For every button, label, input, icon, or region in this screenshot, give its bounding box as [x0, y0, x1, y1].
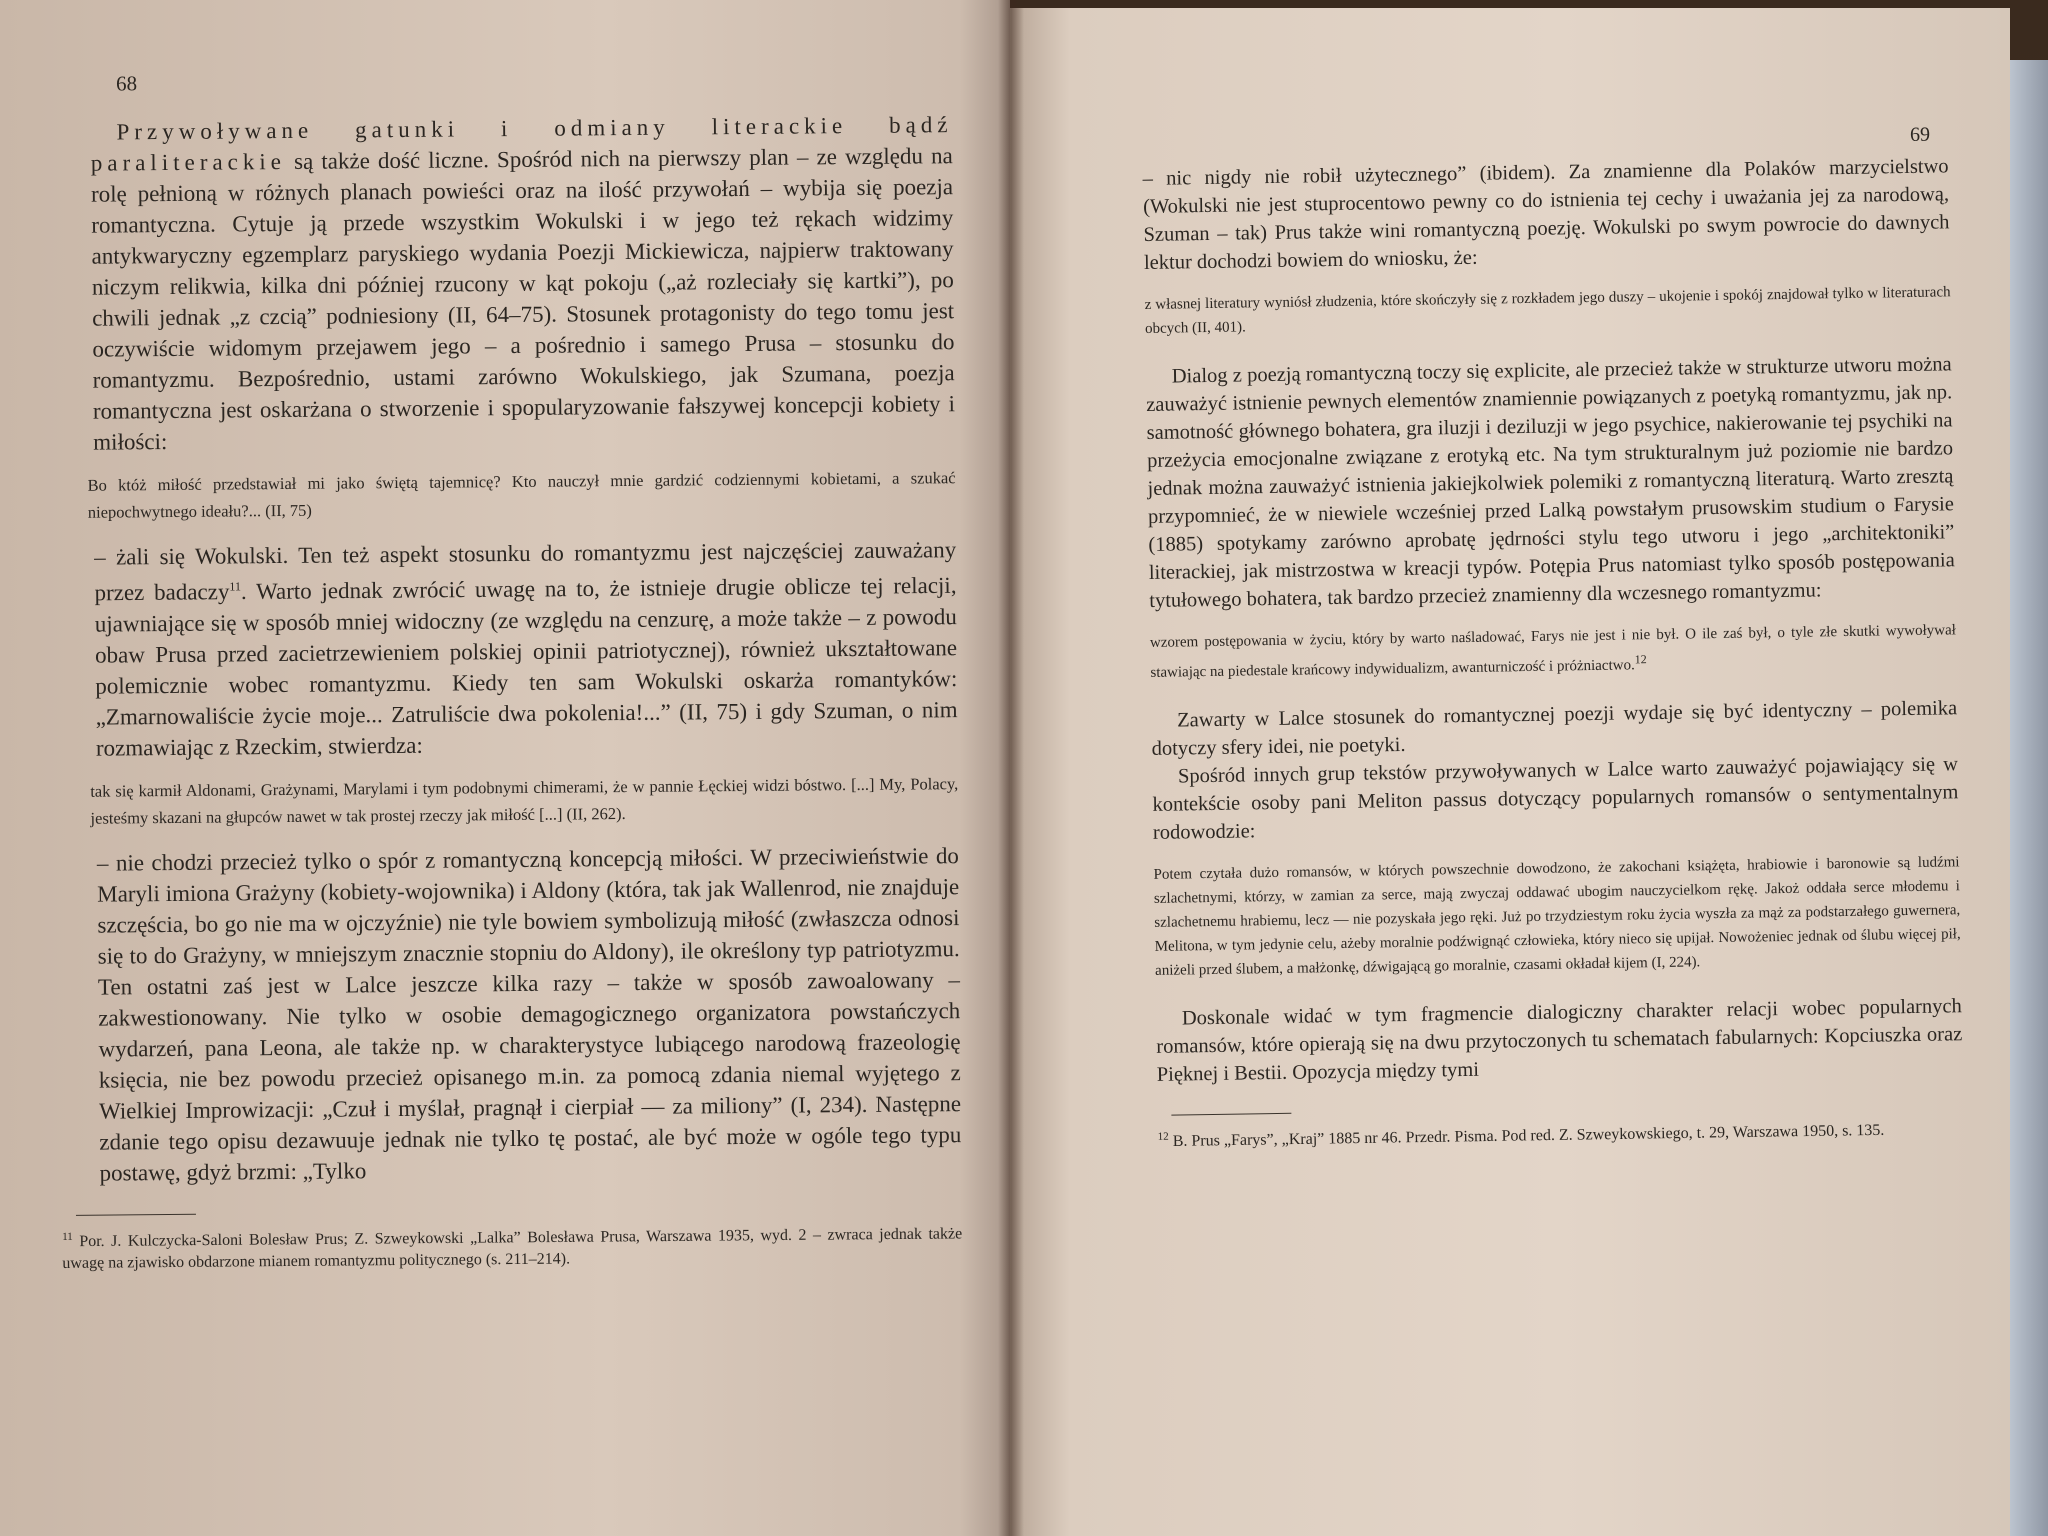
right-footnote-rule — [1171, 1113, 1291, 1116]
left-paragraph-3: – nie chodzi przecież tylko o spór z romantyczną koncepcją miłości. W przeciwieństwie do Maryli imiona Grażyny (kobiety-wojownika) i Aldony (która, tak jak Wallenrod, nie znajduje szczęścia, bo go nie ma w ojczyźnie) nie tyle bowiem symbolizują miłość (zwłaszcza odnosi się to do Grażyny, w mniejszym znacznie stopniu do Aldony), ile określony typ patriotyzmu. Ten ostatni zaś jest w Lalce jeszcze kilka razy – także w sposób zawoalowany – zakwestionowany. Nie tylko w osobie demagogicznego organizatora powstańczych wydarzeń, pana Leona, ale także np. w charakterystyce lubiącego narodową frazeologię księcia, nie bez powodu przecież opisanego m.in. za pomocą zdania niemal wyjętego z Wielkiej Improwizacji: „Czuł i myślał, pragnął i cierpiał — za miliony” (I, 234). Następne zdanie tego opisu dezawuuje jednak nie tylko tę postać, ale być może w ogóle tego typu postawę, gdyż brzmi: „Tylko — [96, 842, 962, 1186]
footnote-ref-11: 11 — [229, 579, 241, 594]
right-paragraph-3: Zawarty w Lalce stosunek do romantycznej poezji wydaje się być identyczny – polemika dotyczy sfery idei, nie poetyki. — [1151, 697, 1958, 760]
right-page — [1010, 8, 2010, 1536]
left-paragraph-1 — [90, 109, 955, 458]
left-quote-1: Bo któż miłość przedstawiał mi jako świętą tajemnicę? Kto nauczył mnie gardzić codziennymi kobietami, a szukać niepochwytnego ideału?... (II, 75) — [87, 468, 956, 522]
left-footnote-number: 11 — [62, 1230, 73, 1243]
left-quote-2: tak się karmił Aldonami, Grażynami, Marylami i tym podobnymi chimerami, że w pannie Łęckiej widzi bóstwo. [...] My, Polacy, jesteśmy skazani na głupców nawet w tak prostej rzeczy jak miłość [...] (II, 262). — [90, 773, 959, 828]
left-footnote-rule — [76, 1213, 196, 1215]
left-body-3 — [97, 840, 962, 1189]
right-quote-2-text: wzorem postępowania w życiu, który by warto naśladować, Farys nie jest i nie był. O ile zaś był, o tyle złe skutki wywoływał stawiając na piedestale krańcowy indywidualizm, awanturniczość i próżniactwo. — [1149, 622, 1956, 681]
right-paragraph-1: – nic nigdy nie robił użytecznego” (ibidem). Za znamienne dla Polaków marzycielstwo (Wokulski nie jest stuprocentowo pewny co do istnienia tej cechy i uważania jej za narodową, Szuman – tak) Prus także wini romantyczną poezję. Wokulski po swym powrocie do dawnych lektur dochodzi bowiem do wniosku, że: — [1142, 155, 1950, 274]
left-page-text — [52, 64, 962, 1275]
right-quote-3: Potem czytała dużo romansów, w których powszechnie dowodzono, że zakochani książęta, hrabiowie i baronowie są ludźmi szlachetnymi, którzy, w zamian za serce, mają zwyczaj oddawać ubogim nauczycielkom rękę. Jakoż oddała serce młodemu i szlachetnemu hrabiemu, lecz — nie pozyskała jego ręki. Już po trzydziestym roku życia wyszła za mąż za podstarzałego guwernera, Melitona, w tym jedynie celu, ażeby moralnie podźwignąć człowieka, który nieco się upijał. Nowożeniec jednak od ślubu więcej pił, aniżeli przed ślubem, a małżonkę, dźwigającą go moralnie, czasami okładał kijem (I, 224). — [1153, 854, 1961, 979]
left-paragraph-2b-text: . Warto jednak zwrócić uwagę na to, że istnieje drugie oblicze tej relacji, ujawniające się w sposób mniej widoczny (ze względu na cenzurę, a może także – z powodu obaw Prusa przed zacietrzewieniem polskiej opinii patriotycznej), również ukształtowane polemicznie wobec romantyzmu. Kiedy ten sam Wokulski oskarża romantyków: „Zmarnowaliście życie moje... Zatruliście dwa pokolenia!...” (II, 75) i gdy Szuman, o nim rozmawiając z Rzeckim, stwierdza: — [94, 572, 958, 761]
right-paragraph-2: Dialog z poezją romantyczną toczy się explicite, ale przecież także w strukturze utworu można zauważyć istnienie pewnych elementów znamiennie powiązanych z poetyką romantyzmu, jak np. samotność głównego bohatera, gra iluzji i deziluzji w jego psychice, nakierowanie tej psychiki na przeżycia emocjonalne związane z erotyką etc. Na tym strukturalnym już poziomie nie bardzo jednak można zauważyć istnienia jakiejkolwiek polemiki z romantyczną literaturą. Warto zresztą przypomnieć, że w niewiele wcześniej przed Lalką powstałym prusowskim studium o Farysie (1885) spotykamy zarówno aprobatę jędrności stylu tego utworu i jego „architektoniki” literackiej, jak mistrzostwa w kreacji typów. Potępia Prus natomiast tylko sposób postępowania tytułowego bohatera, tak bardzo przecież znamienny dla wczesnego romantyzmu: — [1146, 353, 1955, 612]
left-paragraph-1-spaced: Przywoływane gatunki i odmiany literackie bądź paraliterackie — [90, 112, 953, 176]
left-paragraph-2 — [94, 534, 958, 763]
right-footnote-number: 12 — [1157, 1130, 1169, 1143]
right-footnote-text: B. Prus „Farys”, „Kraj” 1885 nr 46. Przedr. Pisma. Pod red. Z. Szweykowskiego, t. 29, Warszawa 1950, s. 135. — [1172, 1121, 1885, 1150]
right-page-number: 69 — [1909, 123, 1931, 146]
right-quote-1: z własnej literatury wyniósł złudzenia, które skończyły się z rozkładem jego duszy – ukojenie i spokój znajdował tylko w literaturach obcych (II, 401). — [1144, 284, 1951, 337]
right-footnote — [1158, 1113, 1964, 1153]
footnote-ref-12: 12 — [1634, 652, 1647, 667]
left-page — [0, 0, 1010, 1536]
left-footnote — [62, 1218, 962, 1275]
left-body — [90, 109, 955, 458]
left-paragraph-2-text: – żali się Wokulski. Ten też aspekt stosunku do romantyzmu jest najczęściej zauważany przez badaczy — [94, 537, 957, 606]
page-edge — [2010, 60, 2048, 1536]
left-footnote-text: Por. J. Kulczycka-Saloni Bolesław Prus; Z. Szweykowski „Lalka” Bolesława Prusa, Warszawa 1935, wyd. 2 – zwraca jednak także uwagę na zjawisko obdarzone mianem romantyzmu politycznego (s. 211–214). — [62, 1225, 963, 1272]
right-paragraph-5: Doskonale widać w tym fragmencie dialogiczny charakter relacji wobec popularnych romansów, które opierają się na dwu przytoczonych tu schematach fabularnych: Kopciuszka oraz Pięknej i Bestii. Opozycja między tymi — [1156, 995, 1963, 1086]
right-quote-2 — [1150, 618, 1957, 685]
book-gutter — [998, 0, 1024, 1536]
left-body-2 — [94, 534, 958, 763]
right-paragraph-4: Spośród innych grup tekstów przywoływanych w Lalce warto zauważyć pojawiający się w kontekście osoby pani Meliton passus dotyczący popularnych romansów o sentymentalnym rodowodzie: — [1152, 753, 1959, 844]
right-page-text — [1142, 123, 1964, 1153]
left-paragraph-1-text: są także dość liczne. Spośród nich na pierwszy plan – ze względu na rolę pełnioną w różnych planach powieści oraz na ilość przywołań – wybija się poezja romantyczna. Cytuje ją przede wszystkim Wokulski i w jego też rękach widzimy antykwaryczny egzemplarz paryskiego wydania Poezji Mickiewicza, najpierw traktowany niczym relikwia, kilka dni później rzucony w kąt pokoju („aż rozleciały się kartki”), po chwili jednak „z czcią” podniesiony (II, 64–75). Stosunek protagonisty do tego tomu jest oczywiście widomym przejawem jego – a pośrednio i samego Prusa – stosunku do romantyzmu. Bezpośrednio, ustami zarówno Wokulskiego, jak Szumana, poezja romantyczna jest oskarżana o stworzenie i spopularyzowanie fałszywej koncepcji kobiety i miłości: — [90, 143, 956, 455]
left-page-number: 68 — [115, 71, 138, 96]
